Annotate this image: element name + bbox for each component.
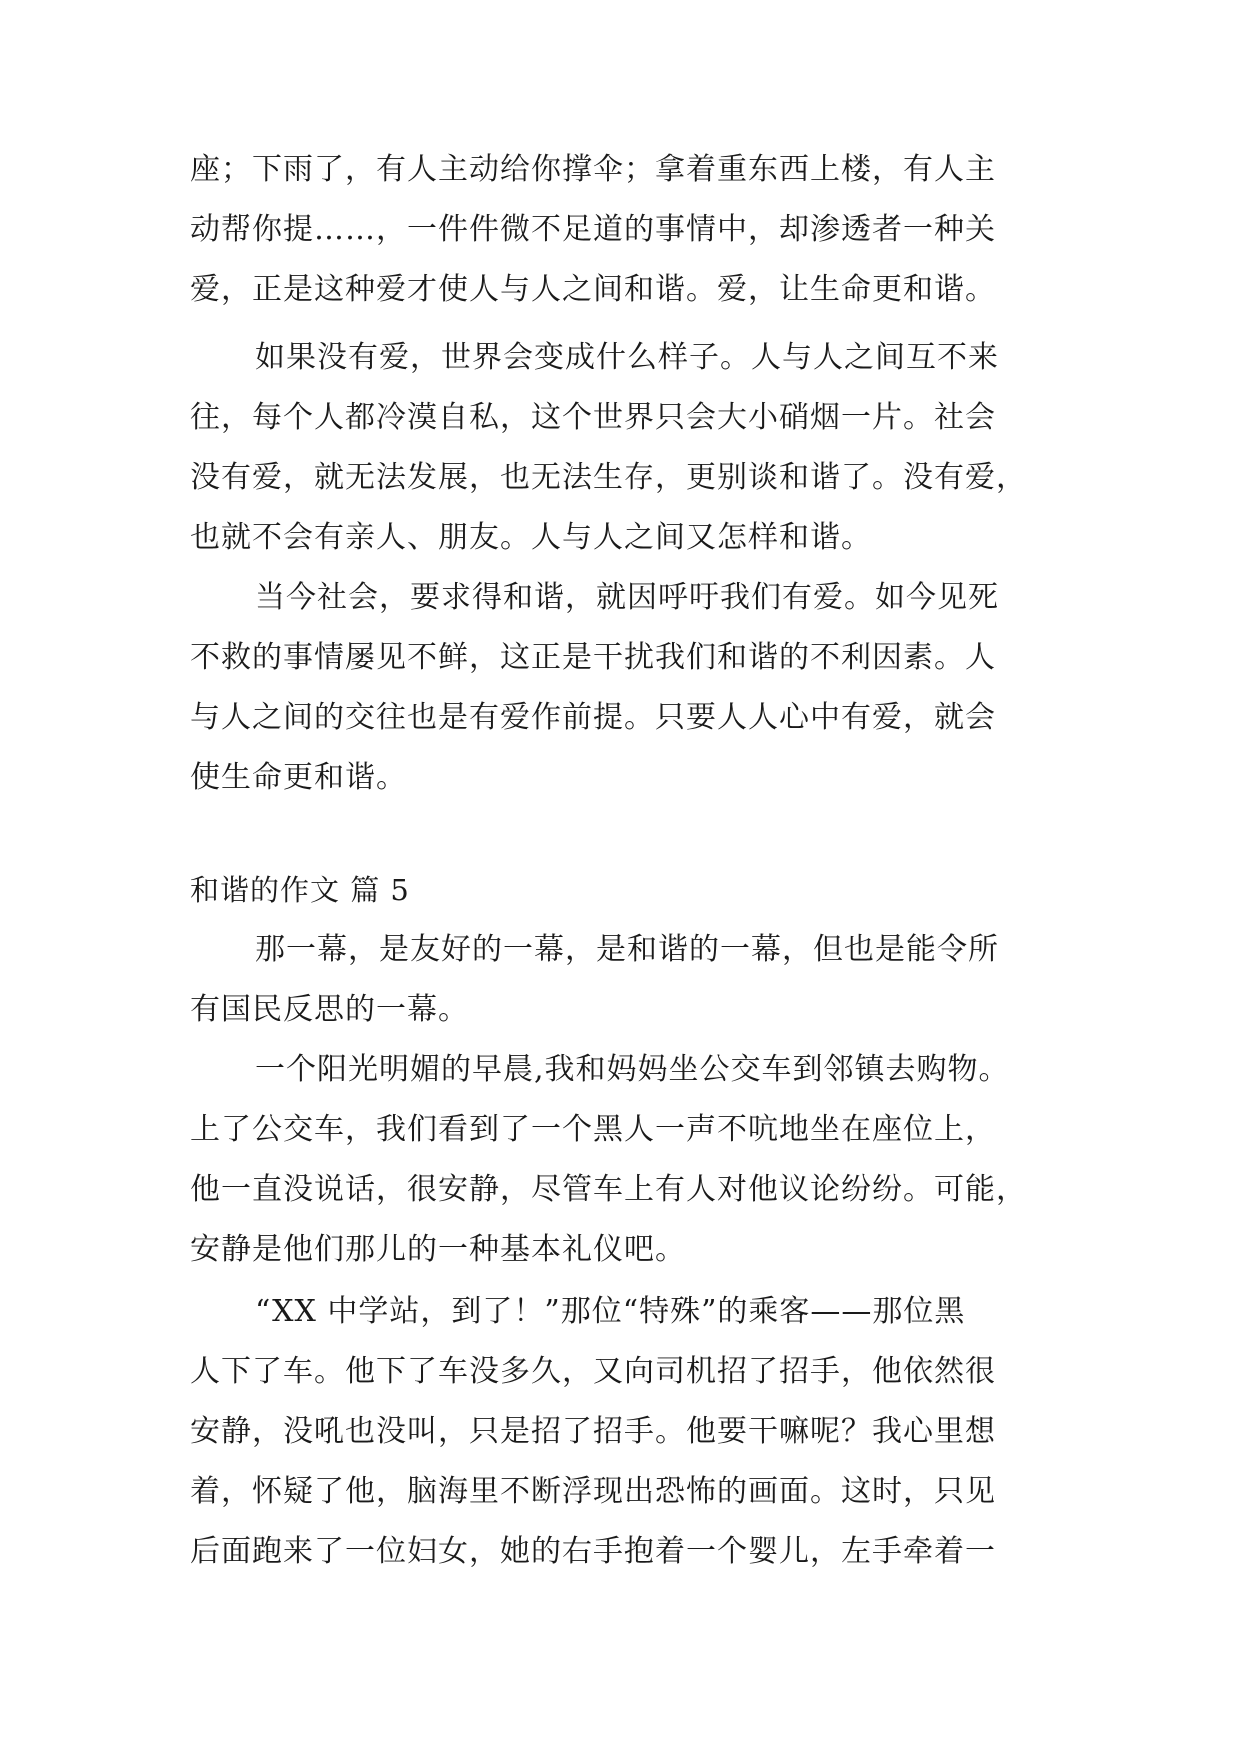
text-line: 不救的事情屡见不鲜，这正是干扰我们和谐的不利因素。人 (190, 640, 996, 675)
text-line: 后面跑来了一位妇女，她的右手抱着一个婴儿，左手牵着一 (190, 1534, 996, 1569)
text-line: 着，怀疑了他，脑海里不断浮现出恐怖的画面。这时，只见 (190, 1474, 996, 1509)
text-line: 那一幕，是友好的一幕，是和谐的一幕，但也是能令所 (255, 932, 999, 967)
text-line: 有国民反思的一幕。 (190, 992, 469, 1027)
text-line: 人下了车。他下了车没多久，又向司机招了招手，他依然很 (190, 1354, 996, 1389)
text-line: 也就不会有亲人、朋友。人与人之间又怎样和谐。 (190, 520, 872, 555)
text-line: 安静，没吼也没叫，只是招了招手。他要干嘛呢？我心里想 (190, 1414, 996, 1449)
text-line: 一个阳光明媚的早晨,我和妈妈坐公交车到邻镇去购物。 (255, 1052, 1010, 1087)
text-line: 没有爱，就无法发展，也无法生存，更别谈和谐了。没有爱， (190, 460, 1027, 495)
text-line: 动帮你提……，一件件微不足道的事情中，却渗透者一种关 (190, 212, 996, 247)
text-line: 爱，正是这种爱才使人与人之间和谐。爱，让生命更和谐。 (190, 272, 996, 307)
section-title: 和谐的作文 篇 5 (190, 873, 410, 907)
text-line: 上了公交车，我们看到了一个黑人一声不吭地坐在座位上， (190, 1112, 996, 1147)
text-line: “XX 中学站，到了！”那位“特殊”的乘客——那位黑 (255, 1294, 966, 1329)
text-line: 他一直没说话，很安静，尽管车上有人对他议论纷纷。可能， (190, 1172, 1027, 1207)
text-line: 当今社会，要求得和谐，就因呼吁我们有爱。如今见死 (255, 580, 999, 615)
text-line: 与人之间的交往也是有爱作前提。只要人人心中有爱，就会 (190, 700, 996, 735)
text-line: 往，每个人都冷漠自私，这个世界只会大小硝烟一片。社会 (190, 400, 996, 435)
text-line: 安静是他们那儿的一种基本礼仪吧。 (190, 1232, 686, 1267)
text-line: 如果没有爱，世界会变成什么样子。人与人之间互不来 (255, 340, 999, 375)
text-line: 使生命更和谐。 (190, 760, 407, 795)
text-line: 座；下雨了，有人主动给你撑伞；拿着重东西上楼，有人主 (190, 152, 996, 187)
